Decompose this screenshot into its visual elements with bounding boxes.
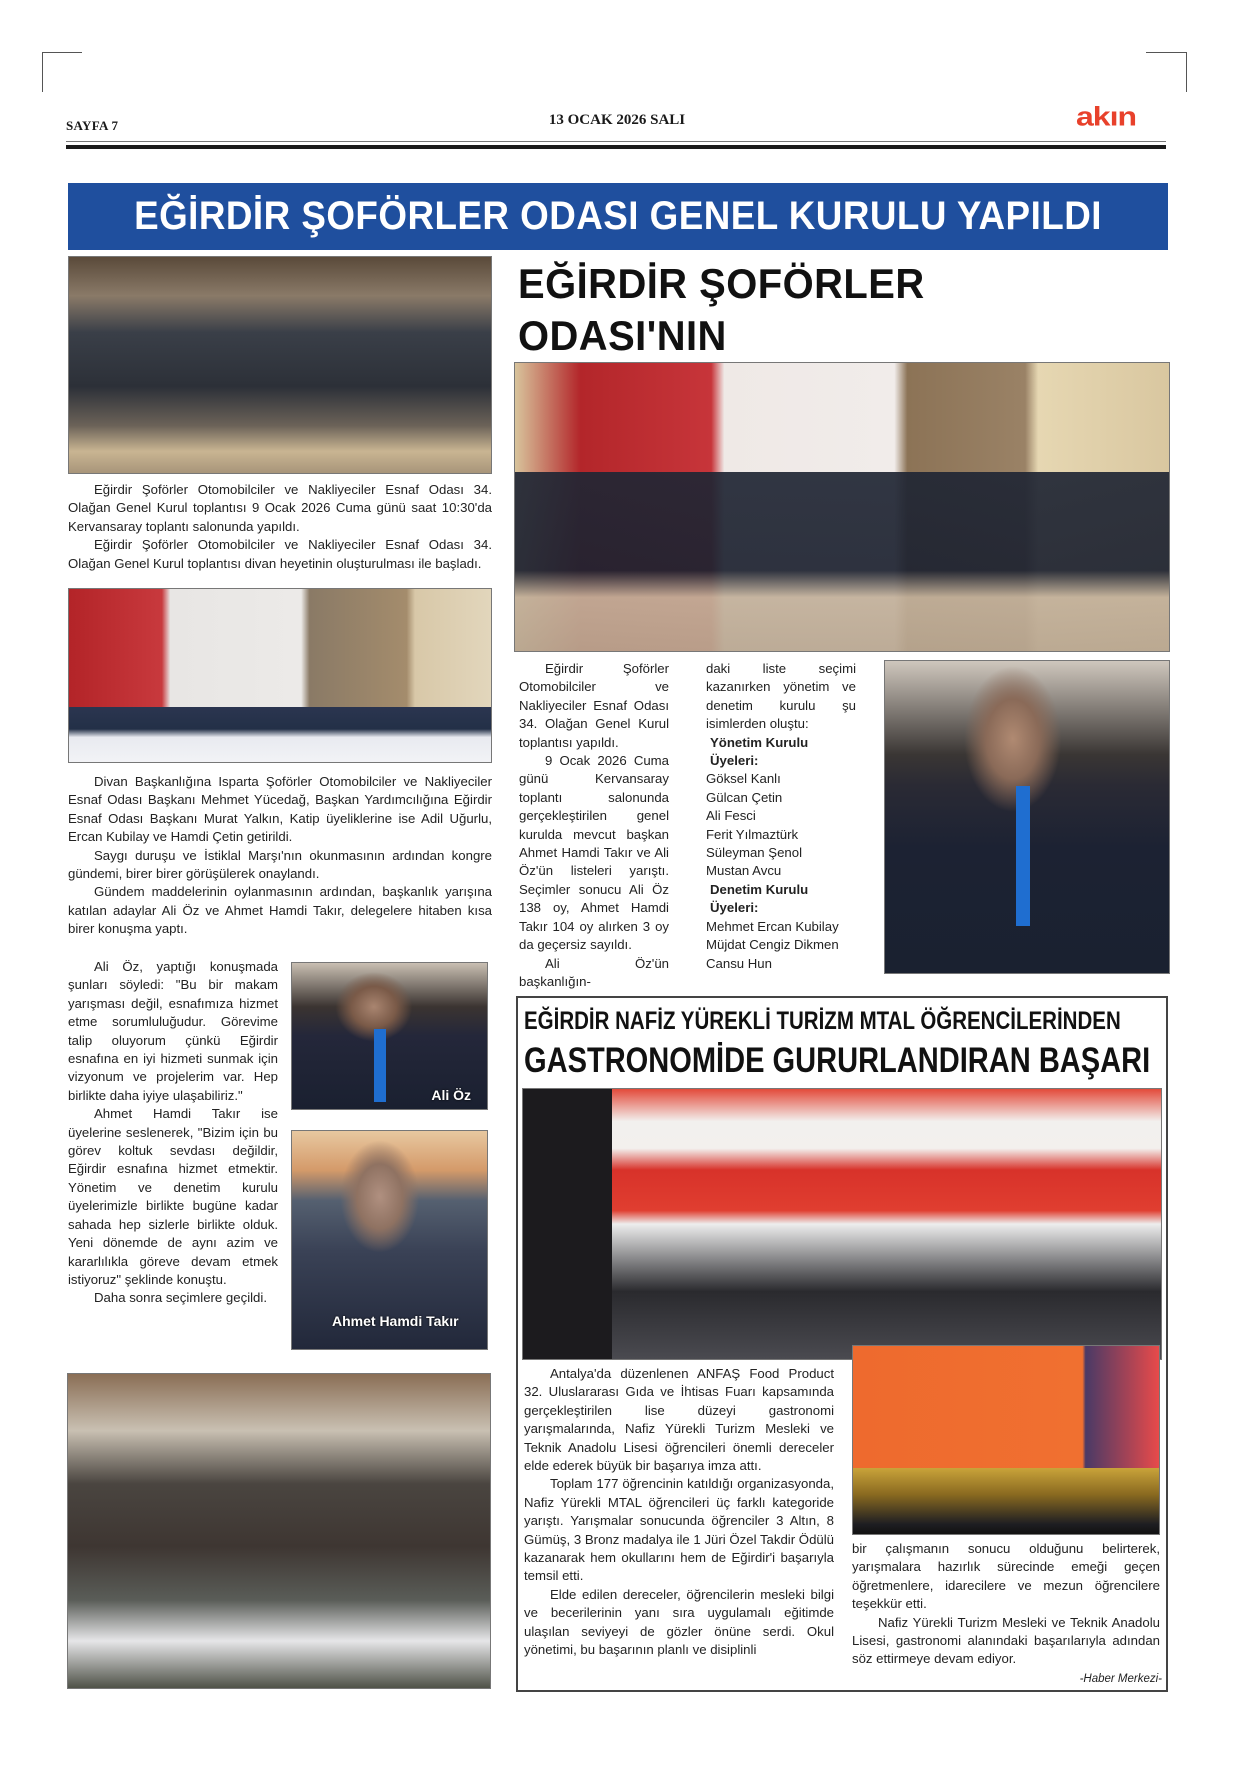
photo-caption: Ali Öz bbox=[431, 1087, 471, 1103]
crop-mark-top-right-v bbox=[1186, 52, 1187, 92]
article2-headline-top bbox=[524, 1006, 1164, 1036]
photo-caption: Ahmet Hamdi Takır bbox=[332, 1313, 459, 1329]
paragraph: Gündem maddelerinin oylanmasının ardından, başkanlık yarışına katılan adaylar Ali Öz ve Ahmet Hamdi Takır, delegelere hitaben kısa birer konuşma yaptı. bbox=[68, 884, 492, 937]
paragraph: Ahmet Hamdi Takır ise üyelerine seslenerek, "Bizim için bu görev koltuk sevdası değildir, Eğirdir esnafına hizmet etmektir. Yönetim ve denetim kurulu üyelerimizle birlikte bugüne kadar sahada hep sizlerle birlikte olduk. Yeni dönemde de aynı azim ve kararlılıkla göreve devam etmek istiyoruz" şeklinde konuştu. bbox=[68, 1106, 278, 1287]
paragraph: Elde edilen dereceler, öğrencilerin mesleki bilgi ve becerilerinin yanı sıra uygulamalı eğitimde ulaşılan seviyeyi de gözler önüne serdi. Okul yönetimi, bu başarının planlı ve disiplinli bbox=[524, 1586, 834, 1658]
paragraph: Divan Başkanlığına Isparta Şoförler Otomobilciler ve Nakliyeciler Esnaf Odası Başkanı Mehmet Yücedağ, Başkan Yardımcılığına Eğirdir Esnaf Odası Başkanı Murat Yalkın, Katip üyeliklerine ise Adil Uğurlu, Ercan Kubilay ve Hamdi Çetin getirildi. bbox=[68, 774, 492, 845]
paragraph: Daha sonra seçimlere geçildi. bbox=[94, 1290, 267, 1306]
paragraph: Eğirdir Şoförler Otomobilciler ve Nakliyeciler Esnaf Odası 34. Olağan Genel Kurul toplantısı yapıldı. bbox=[519, 661, 669, 750]
paragraph: Ali Öz'ün başkanlığın- bbox=[519, 955, 669, 989]
denetim-list bbox=[706, 918, 856, 973]
photo-new-board-group bbox=[514, 362, 1170, 652]
article2-headline-main bbox=[524, 1040, 1164, 1082]
photo-ahmet-hamdi-takir bbox=[291, 1130, 488, 1350]
newspaper-logo: akın bbox=[1076, 100, 1137, 132]
member-name: Mehmet Ercan Kubilay bbox=[706, 918, 839, 934]
headline-line: EĞİRDİR ŞOFÖRLER ODASI'NIN bbox=[518, 260, 925, 359]
paragraph: Antalya'da düzenlenen ANFAŞ Food Product 32. Uluslararası Gıda ve İhtisas Fuarı kapsamında gerçekleştirilen lise düzeyi gastronomi yarışmalarında, Nafiz Yürekli Turizm Mesleki ve Teknik Anadolu Lisesi öğrencileri önemli dereceler elde ederek büyük bir başarıya imza attı. bbox=[524, 1366, 834, 1474]
paragraph: Nafiz Yürekli Turizm Mesleki ve Teknik Anadolu Lisesi, gastronomi alanındaki başarılarıyla adından söz ettirmeye devam ediyor. bbox=[852, 1614, 1160, 1667]
article1-intro bbox=[68, 481, 492, 573]
paragraph: bir çalışmanın sonucu olduğunu belirterek, yarışmalara hazırlık sürecinde emeği geçen öğretmenlere, idarecilere ve mezun öğrencilere teşekkür etti. bbox=[852, 1541, 1160, 1612]
member-name: Cansu Hun bbox=[706, 955, 772, 971]
member-name: Süleyman Şenol bbox=[706, 845, 803, 861]
paragraph: Saygı duruşu ve İstiklal Marşı'nın okunmasının ardından kongre gündemi, birer birer görüşülerek onaylandı. bbox=[68, 847, 492, 882]
article1-divan-text bbox=[68, 773, 492, 939]
crop-mark-top-left-v bbox=[42, 52, 43, 92]
photo-ali-oz bbox=[291, 962, 488, 1110]
article1-middle-column bbox=[519, 660, 669, 991]
photo-divan-committee bbox=[68, 588, 492, 763]
article1-speeches bbox=[68, 958, 278, 1308]
member-name: Gülcan Çetin bbox=[706, 789, 783, 805]
paragraph: Eğirdir Şoförler Otomobilciler ve Nakliyeciler Esnaf Odası 34. Olağan Genel Kurul toplantısı divan heyetinin oluşturulması ile başladı. bbox=[68, 537, 492, 571]
crop-mark-top-right-h bbox=[1146, 52, 1186, 53]
issue-date: 13 OCAK 2026 SALI bbox=[548, 112, 686, 128]
member-name: Ferit Yılmaztürk bbox=[706, 826, 799, 842]
paragraph: Toplam 177 öğrencinin katıldığı organizasyonda, Nafiz Yürekli MTAL öğrencileri üç farklı kategoride yarıştı. Yarışmalar sonucunda öğrenciler 3 Altın, 8 Gümüş, 3 Bronz madalya ile 1 Jüri Özel Takdir Ödülü kazanarak hem okullarını hem de Eğirdir'i başarıyla temsil etti. bbox=[524, 1476, 834, 1584]
yonetim-list bbox=[706, 770, 856, 880]
photo-chef-trophies bbox=[852, 1345, 1160, 1535]
member-name: Mustan Avcu bbox=[706, 863, 782, 879]
crop-mark-top-left-h bbox=[42, 52, 82, 53]
article2-left-column bbox=[524, 1365, 834, 1660]
page-number: SAYFA 7 bbox=[66, 118, 119, 133]
photo-voting bbox=[67, 1373, 491, 1689]
section-banner bbox=[68, 183, 1168, 250]
member-name: Müjdat Cengiz Dikmen bbox=[706, 937, 839, 953]
header-rule-thick bbox=[66, 145, 1166, 149]
article1-board-list bbox=[706, 660, 856, 973]
headline-line: GASTRONOMİDE GURURLANDIRAN BAŞARI bbox=[524, 1041, 1151, 1080]
yonetim-heading: Yönetim Kurulu Üyeleri: bbox=[710, 734, 809, 769]
member-name: Ali Fesci bbox=[706, 808, 756, 824]
paragraph: Eğirdir Şoförler Otomobilciler ve Nakliyeciler Esnaf Odası 34. Olağan Genel Kurul toplantısı 9 Ocak 2026 Cuma günü saat 10:30'da Kervansaray toplantı salonunda yapıldı. bbox=[68, 482, 492, 534]
byline: -Haber Merkezi- bbox=[1079, 1673, 1162, 1685]
paragraph: Ali Öz, yaptığı konuşmada şunları söyledi: "Bu bir makam yarışması değil, esnafımıza hizmet etme sorumluluğudur. Görevime talip oluyorum çünkü Eğirdir esnafına en iyi hizmeti sunmak için vizyonum ve projelerim var. Hep birlikte daha iyiye ulaşabiliriz." bbox=[68, 959, 278, 1103]
banner-title: EĞİRDİR ŞOFÖRLER ODASI GENEL KURULU YAPILDI bbox=[134, 194, 1102, 238]
member-name: Göksel Kanlı bbox=[706, 771, 781, 787]
photo-general-assembly-hall bbox=[68, 256, 492, 474]
article2-right-column bbox=[852, 1540, 1160, 1669]
paragraph: daki liste seçimi kazanırken yönetim ve denetim kurulu şu isimlerden oluştu: bbox=[706, 661, 856, 732]
denetim-heading: Denetim Kurulu Üyeleri: bbox=[710, 881, 809, 916]
photo-anfas-students bbox=[522, 1088, 1162, 1360]
paragraph: 9 Ocak 2026 Cuma günü Kervansaray toplantı salonunda gerçekleştirilen genel kurulda mevcut başkan Ahmet Hamdi Takır ve Ali Öz'ün listeleri yarıştı. Seçimler sonucu Ali Öz 138 oy, Ahmet Hamdi Takır 104 oy alırken 3 oy da geçersiz sayıldı. bbox=[519, 753, 669, 953]
headline-line: EĞİRDİR NAFİZ YÜREKLİ TURİZM MTAL ÖĞRENCİLERİNDEN bbox=[524, 1007, 1121, 1035]
header-rule-thin bbox=[66, 141, 1166, 142]
photo-ali-oz-speech bbox=[884, 660, 1170, 974]
